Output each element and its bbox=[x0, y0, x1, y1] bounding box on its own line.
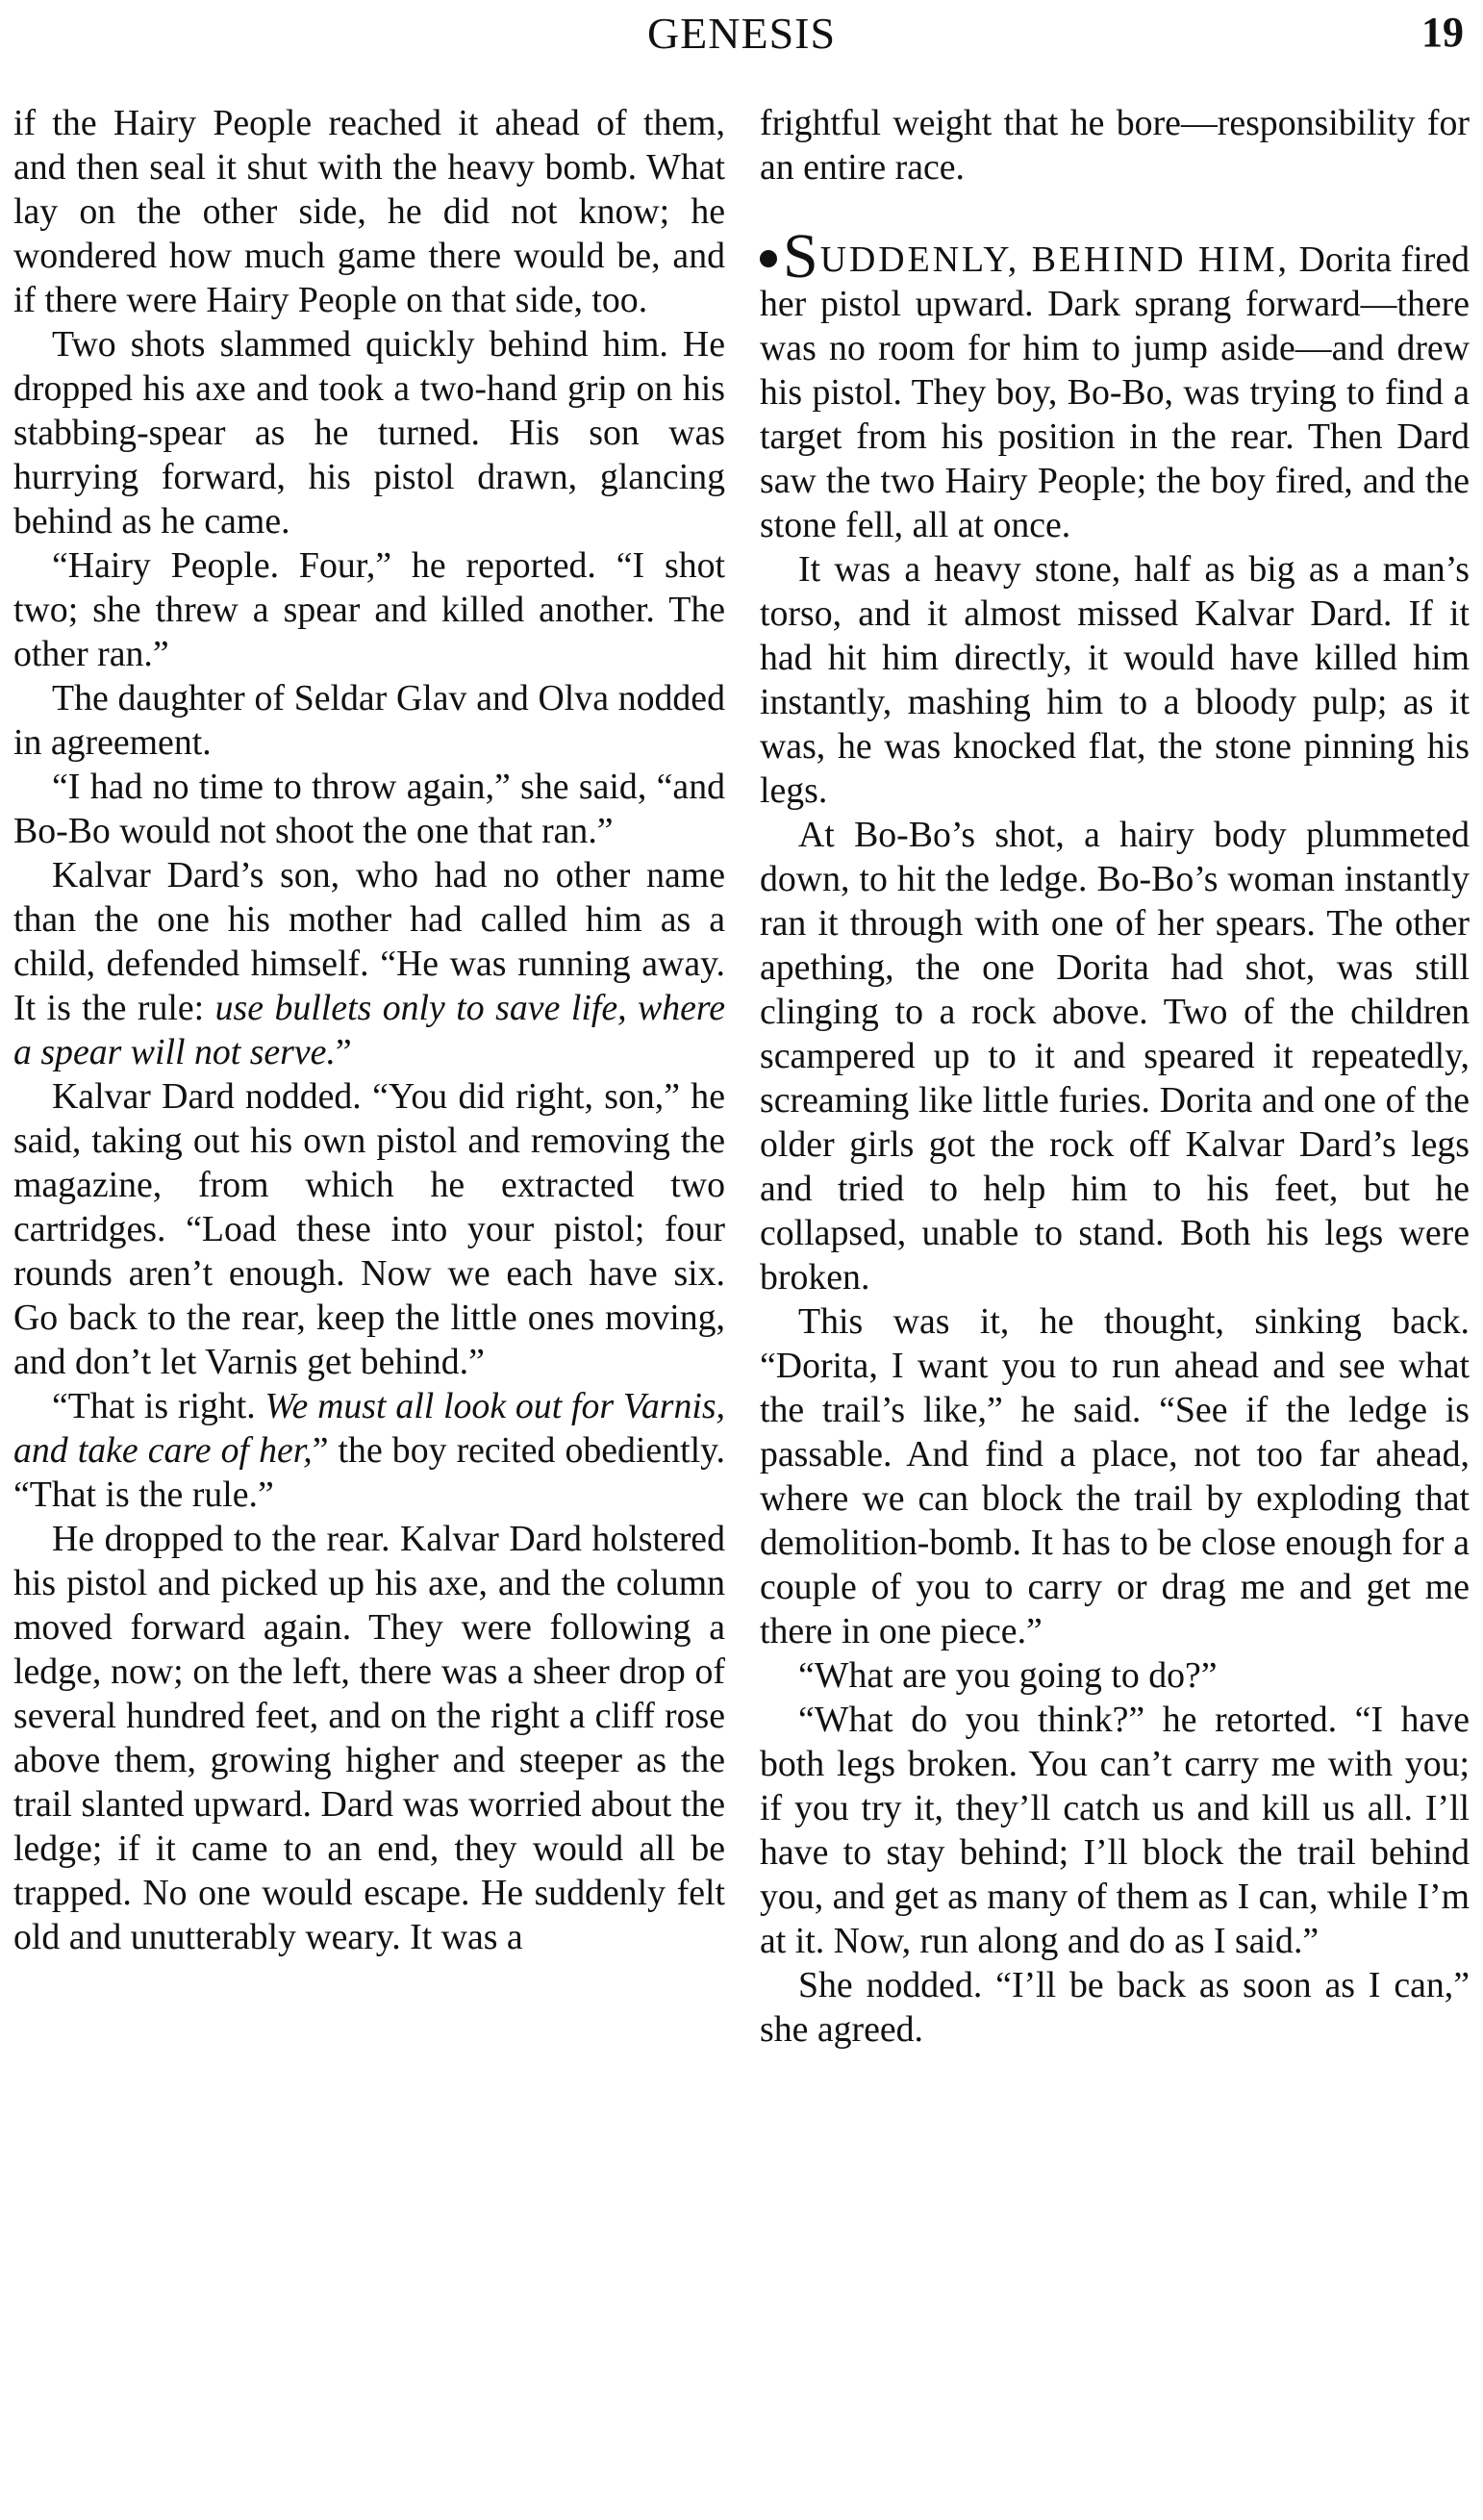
left-column bbox=[13, 101, 725, 1959]
lead-in-caps: UDDENLY, BEHIND HIM, bbox=[819, 239, 1290, 280]
paragraph: The daughter of Seldar Glav and Olva nodded in agreement. bbox=[13, 678, 725, 763]
paragraph: This was it, he thought, sinking back. “Dorita, I want you to run ahead and see what the trail’s like,” he said. “See if the ledge is passable. And find a place, not too far ahead, where we can block the trail by exploding that demolition-bomb. It has to be close enough for a couple of you to carry or drag me and get me there in one piece.” bbox=[760, 1301, 1470, 1651]
page-header bbox=[0, 8, 1483, 75]
paragraph bbox=[13, 853, 725, 1074]
paragraph: Two shots slammed quickly behind him. He dropped his axe and took a two-hand grip on his stabbing-spear as he turned. His son was hurrying forward, his pistol drawn, glancing behind as he came. bbox=[13, 324, 725, 542]
paragraph: It was a heavy stone, half as big as a man’s torso, and it almost missed Kalvar Dard. If it had hit him directly, it would have killed him instantly, mashing him to a bloody pulp; as it was, he was knocked flat, the stone pinning his legs. bbox=[760, 549, 1470, 811]
running-title: GENESIS bbox=[646, 9, 837, 58]
paragraph: Kalvar Dard nodded. “You did right, son,” he said, taking out his own pistol and removing the magazine, from which he extracted two cartridges. “Load these into your pistol; four rounds aren’t enough. Now we each have six. Go back to the rear, keep the little ones moving, and don’t let Varnis get behind.” bbox=[13, 1076, 725, 1382]
paragraph: At Bo-Bo’s shot, a hairy body plummeted down, to hit the ledge. Bo-Bo’s woman instantly ran it through with one of her spears. The other apething, the one Dorita had shot, was still clinging to a rock above. Two of the children scampered up to it and speared it repeatedly, screaming like little furies. Dorita and one of the older girls got the rock off Kalvar Dard’s legs and tried to help him to his feet, but he collapsed, unable to stand. Both his legs were broken. bbox=[760, 815, 1470, 1298]
text-run: “That is right. bbox=[52, 1386, 265, 1426]
right-column bbox=[760, 101, 1470, 2052]
paragraph: “What are you going to do?” bbox=[798, 1655, 1218, 1696]
paragraph: “What do you think?” he retorted. “I have both legs broken. You can’t carry me with you; if you try it, they’ll catch us and kill us all. I’ll have to stay behind; I’ll block the trail behind you, and get as many of them as I can, while I’m at it. Now, run along and do as I said.” bbox=[760, 1700, 1470, 1961]
section-opening-paragraph bbox=[760, 221, 1470, 547]
paragraph: “I had no time to throw again,” she said, “and Bo-Bo would not shoot the one that ran.” bbox=[13, 767, 725, 851]
page-number: 19 bbox=[1421, 9, 1464, 56]
text-run: Dorita fired her pistol upward. Dark sprang forward—there was no room for him to jump aside—and drew his pistol. They boy, Bo-Bo, was trying to find a target from his position in the rear. Then Dard saw the two Hairy People; the boy fired, and the stone fell, all at once. bbox=[760, 239, 1470, 545]
italic-rule: We must all look out for Varnis, and take care of her, bbox=[13, 1386, 725, 1471]
paragraph: frightful weight that he bore—responsibility for an entire race. bbox=[760, 103, 1470, 188]
text-run: Kalvar Dard’s son, who had no other name than the one his mother had called him as a child, defended himself. “He was running away. It is the rule: bbox=[13, 855, 725, 1028]
section-bullet-icon bbox=[760, 250, 777, 267]
paragraph: He dropped to the rear. Kalvar Dard holstered his pistol and picked up his axe, and the column moved forward again. They were following a ledge, now; on the left, there was a sheer drop of several hundred feet, and on the right a cliff rose above them, growing higher and steeper as the trail slanted upward. Dard was worried about the ledge; if it came to an end, they would all be trapped. No one would escape. He suddenly felt old and unutterably weary. It was a bbox=[13, 1519, 725, 1957]
text-run: ” bbox=[335, 1032, 352, 1072]
paragraph bbox=[13, 1384, 725, 1517]
text-run: ” the boy recited obediently. “That is the rule.” bbox=[13, 1430, 725, 1515]
paragraph: She nodded. “I’ll be back as soon as I can,” she agreed. bbox=[760, 1965, 1470, 2050]
drop-cap: S bbox=[783, 221, 818, 291]
paragraph: “Hairy People. Four,” he reported. “I shot two; she threw a spear and killed another. The other ran.” bbox=[13, 545, 725, 674]
paragraph: if the Hairy People reached it ahead of them, and then seal it shut with the heavy bomb. What lay on the other side, he did not know; he wondered how much game there would be, and if there were Hairy People on that side, too. bbox=[13, 103, 725, 320]
italic-rule: use bullets only to save life, where a spear will not serve. bbox=[13, 988, 725, 1072]
